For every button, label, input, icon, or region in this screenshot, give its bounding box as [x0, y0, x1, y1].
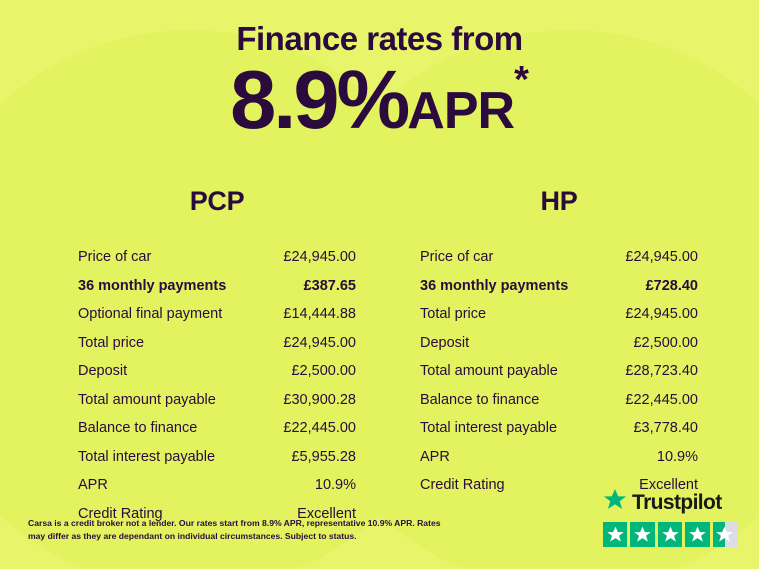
table-row: [420, 357, 698, 386]
row-value: Excellent: [297, 505, 356, 522]
table-row: [78, 272, 356, 301]
star-icon: [603, 522, 627, 547]
table-row: [420, 329, 698, 358]
table-row: [78, 329, 356, 358]
row-value: 10.9%: [656, 448, 698, 465]
row-value: £387.65: [303, 277, 356, 294]
page-title: Finance rates from: [236, 20, 523, 57]
row-label: Total price: [78, 334, 145, 351]
row-value: £24,945.00: [625, 249, 698, 265]
table-row: [78, 357, 356, 386]
disclaimer-text: Carsa is a credit broker not a lender. Our rates start from 8.9% APR, representative 10.9% APR. Rates may differ as they are dependant on individual circumstances. Subject to status.: [28, 518, 441, 542]
table-row: [420, 300, 698, 329]
row-label: Deposit: [420, 334, 470, 351]
trustpilot-rating: [603, 488, 737, 547]
trustpilot-wordmark: Trustpilot: [632, 490, 722, 514]
table-row: [420, 414, 698, 443]
row-label: APR: [420, 448, 450, 465]
apr-rate: 8.9%: [230, 53, 408, 146]
apr-headline: [0, 53, 759, 146]
trustpilot-logo: [603, 488, 737, 517]
table-row: [78, 414, 356, 443]
table-row: [420, 386, 698, 415]
row-label: Total amount payable: [78, 391, 216, 408]
half-star-icon: [713, 522, 737, 547]
row-value: £22,445.00: [283, 420, 356, 436]
row-label: Optional final payment: [78, 306, 223, 322]
table-row: [78, 386, 356, 415]
column-title-pcp: PCP: [189, 186, 245, 216]
trustpilot-star-icon: [603, 488, 627, 517]
row-label: APR: [78, 477, 108, 493]
table-row: [78, 243, 356, 272]
table-row: [420, 243, 698, 272]
row-value: £28,723.40: [625, 363, 698, 379]
column-title-hp: HP: [540, 186, 578, 216]
table-row: [420, 272, 698, 301]
row-label: Total price: [420, 306, 487, 322]
row-label: Balance to finance: [78, 420, 198, 436]
row-label: Price of car: [420, 249, 494, 265]
row-label: Total amount payable: [420, 363, 558, 379]
row-label: Credit Rating: [420, 477, 505, 493]
row-label: Balance to finance: [420, 391, 540, 408]
row-value: £3,778.40: [633, 420, 698, 436]
row-value: 10.9%: [314, 477, 356, 493]
star-icon: [630, 522, 654, 547]
table-row: [78, 300, 356, 329]
trustpilot-stars: [603, 522, 737, 547]
finance-column-hp: [420, 186, 698, 500]
row-label: Total interest payable: [420, 420, 558, 436]
row-label: Total interest payable: [78, 448, 216, 465]
row-value: £24,945.00: [283, 334, 356, 351]
table-row: [420, 443, 698, 472]
row-value: £2,500.00: [633, 334, 698, 351]
row-label: 36 monthly payments: [78, 277, 227, 294]
star-icon: [658, 522, 682, 547]
row-label: 36 monthly payments: [420, 277, 569, 294]
row-label: Credit Rating: [78, 505, 163, 522]
row-value: £24,945.00: [625, 306, 698, 322]
table-row: [78, 471, 356, 500]
row-value: £2,500.00: [291, 363, 356, 379]
table-row: [78, 443, 356, 472]
row-label: Price of car: [78, 249, 152, 265]
row-value: £728.40: [645, 277, 698, 294]
row-value: Excellent: [639, 477, 698, 493]
star-icon: [685, 522, 709, 547]
apr-unit: APR: [407, 82, 515, 140]
row-value: £14,444.88: [283, 306, 356, 322]
apr-asterisk: *: [514, 59, 529, 101]
row-value: £22,445.00: [625, 391, 698, 408]
finance-column-pcp: [78, 186, 356, 528]
row-value: £5,955.28: [291, 448, 356, 465]
row-label: Deposit: [78, 363, 128, 379]
row-value: £24,945.00: [283, 249, 356, 265]
row-value: £30,900.28: [283, 391, 356, 408]
